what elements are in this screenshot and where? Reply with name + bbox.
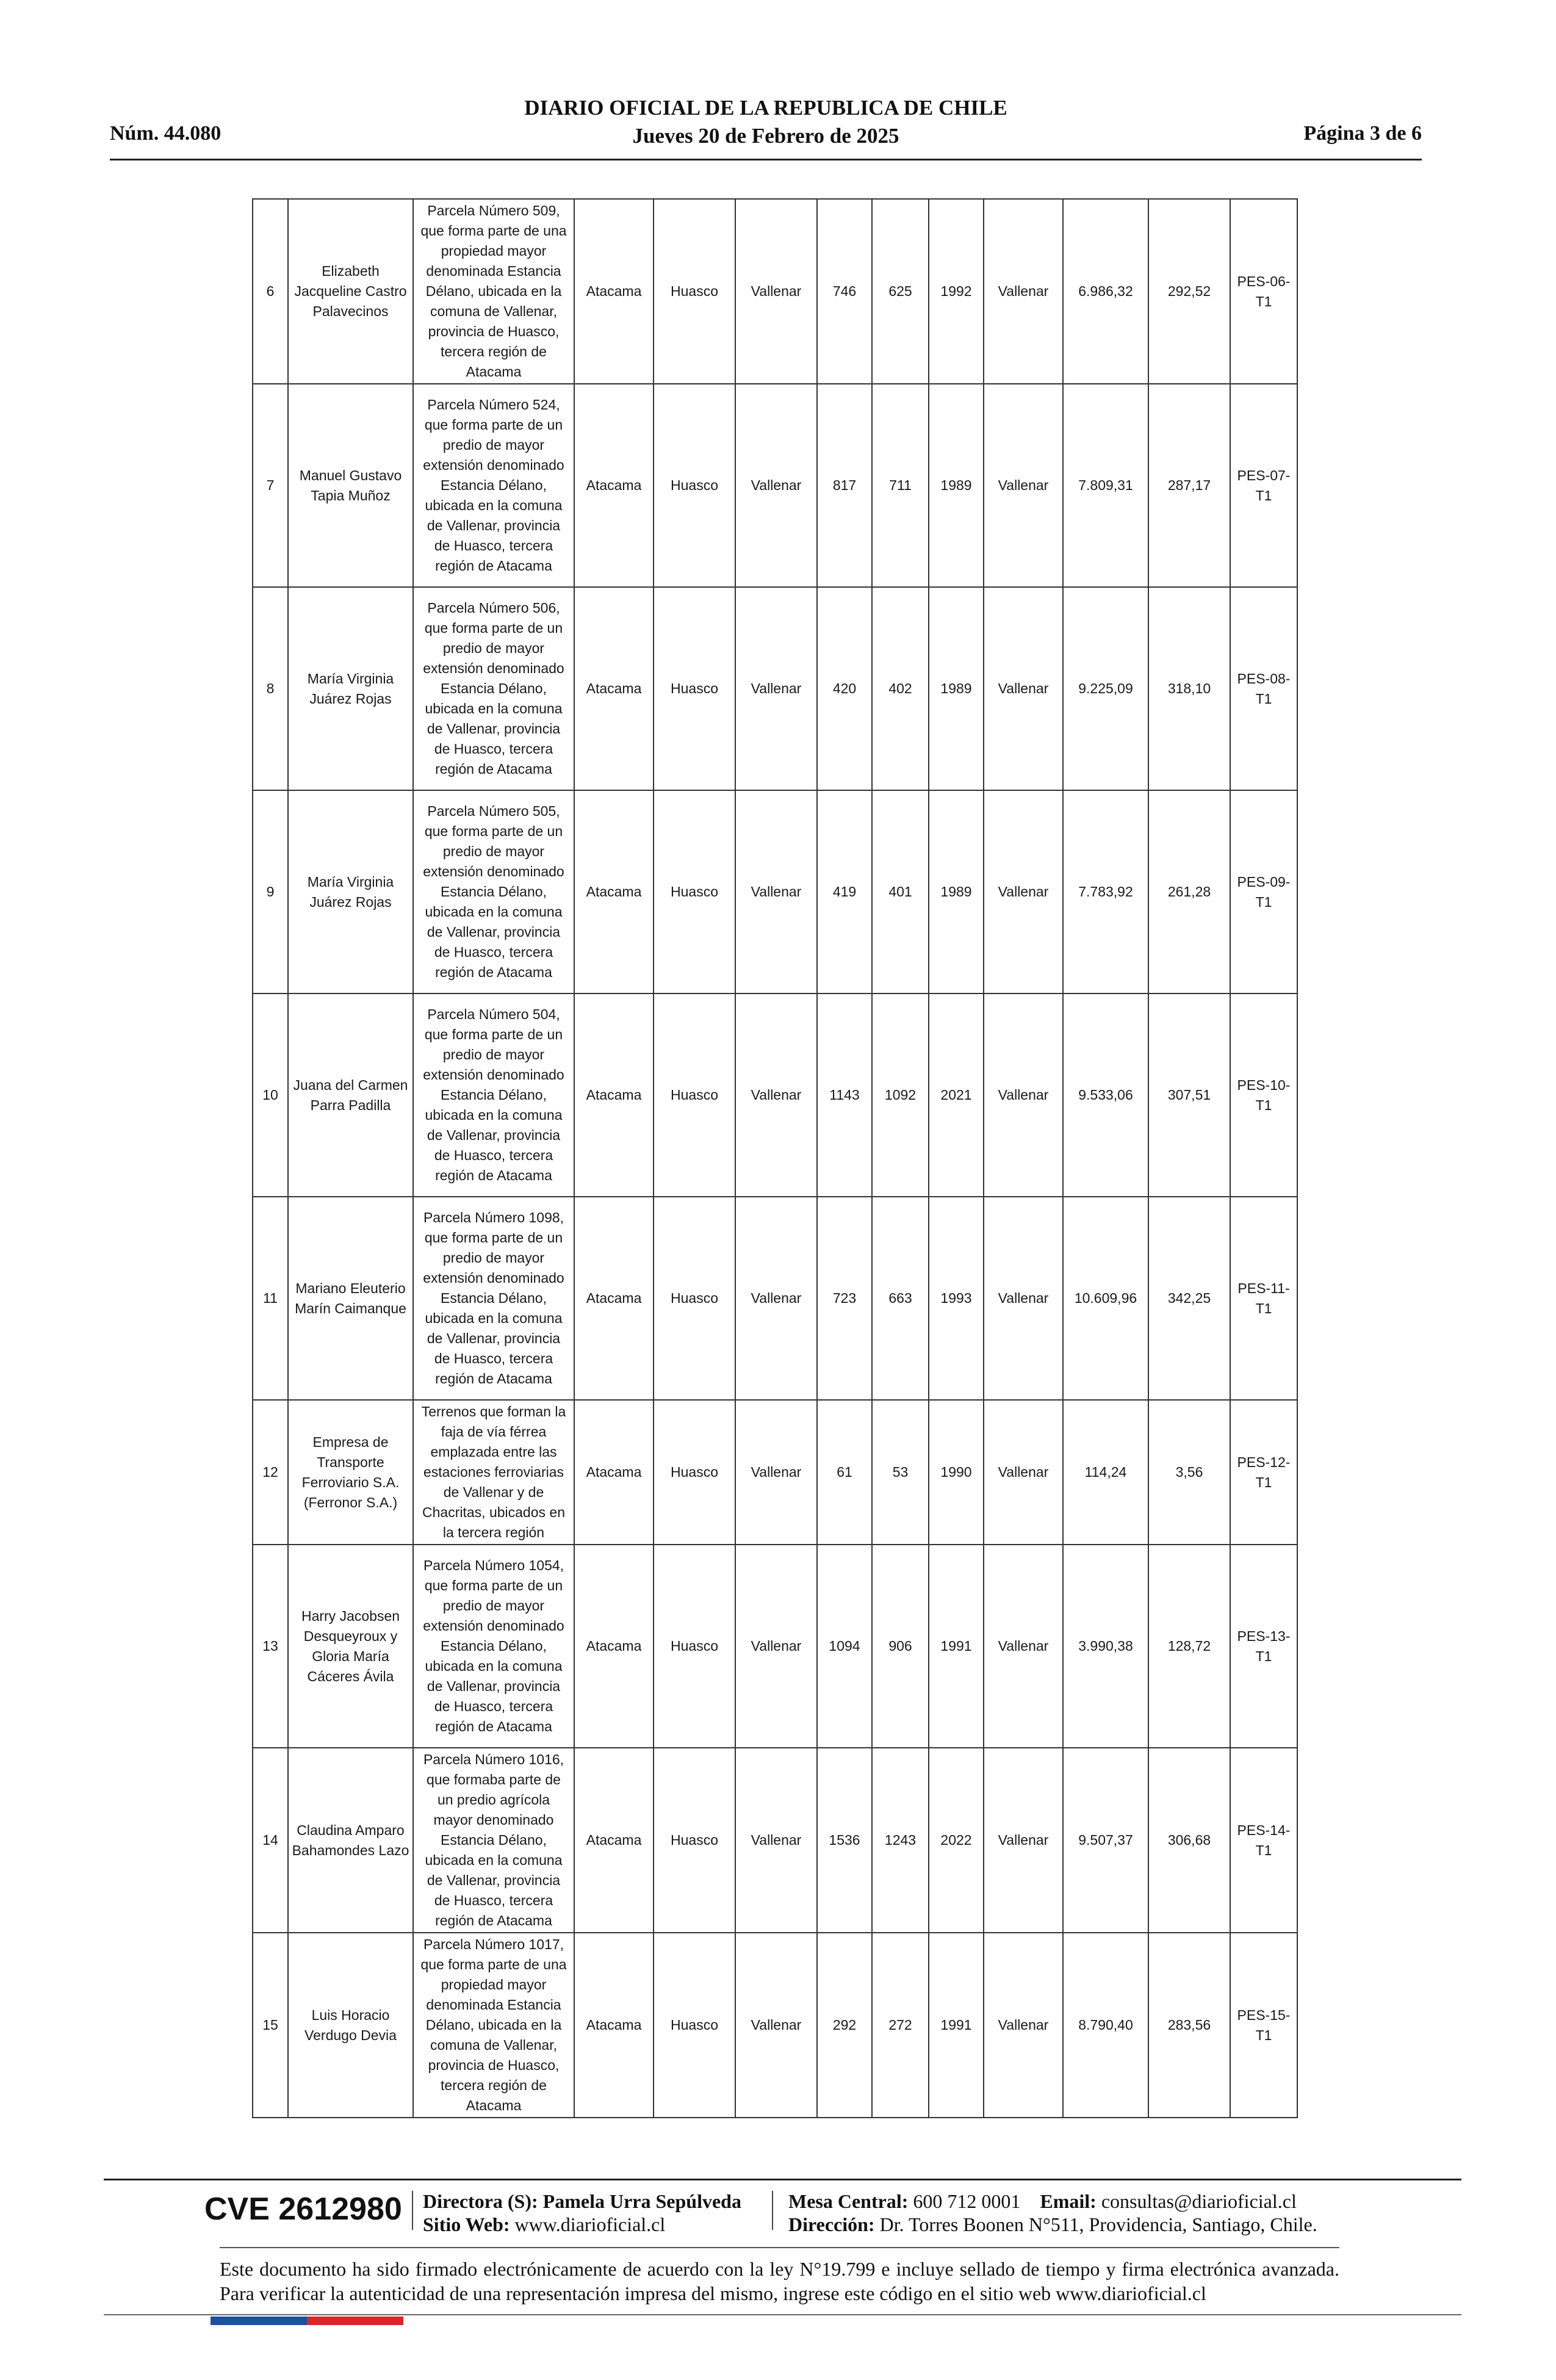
owner-cell: Juana del Carmen Parra Padilla xyxy=(288,993,413,1197)
value-cell: 3,56 xyxy=(1148,1400,1230,1545)
fojas-cell: 1143 xyxy=(817,993,872,1197)
registry-cell: Vallenar xyxy=(984,384,1063,587)
area-cell: 7.809,31 xyxy=(1063,384,1148,587)
numero-cell: 711 xyxy=(872,384,929,587)
commune-cell: Vallenar xyxy=(735,993,817,1197)
email-link[interactable]: consultas@diarioficial.cl xyxy=(1101,2190,1297,2212)
numero-cell: 1092 xyxy=(872,993,929,1197)
year-cell: 1989 xyxy=(929,384,984,587)
owner-cell: Manuel Gustavo Tapia Muñoz xyxy=(288,384,413,587)
commune-cell: Vallenar xyxy=(735,1197,817,1400)
description-cell: Parcela Número 1017, que forma parte de una propiedad mayor denominada Estancia Délano, ubicada en la comuna de Vallenar, provincia de Huasco, tercera región de Atacama xyxy=(413,1933,574,2118)
table-row xyxy=(253,1197,1297,1400)
fojas-cell: 420 xyxy=(817,587,872,790)
fojas-cell: 1536 xyxy=(817,1748,872,1933)
region-cell: Atacama xyxy=(574,790,654,993)
row-number-cell: 12 xyxy=(253,1400,288,1545)
footer-divider xyxy=(104,2314,1461,2315)
value-cell: 307,51 xyxy=(1148,993,1230,1197)
value-cell: 261,28 xyxy=(1148,790,1230,993)
footer-divider xyxy=(104,2179,1461,2180)
province-cell: Huasco xyxy=(654,1545,735,1748)
table-row xyxy=(253,1545,1297,1748)
footer-divider xyxy=(220,2247,1339,2248)
footer-contact-right xyxy=(788,2190,1317,2236)
province-cell: Huasco xyxy=(654,790,735,993)
lot-code-cell: PES-11-T1 xyxy=(1230,1197,1297,1400)
owner-cell: Luis Horacio Verdugo Devia xyxy=(288,1933,413,2118)
owner-cell: María Virginia Juárez Rojas xyxy=(288,587,413,790)
email-label: Email: xyxy=(1040,2190,1097,2212)
registry-cell: Vallenar xyxy=(984,199,1063,384)
year-cell: 1993 xyxy=(929,1197,984,1400)
masthead xyxy=(110,94,1422,150)
property-table xyxy=(252,198,1298,2118)
value-cell: 292,52 xyxy=(1148,199,1230,384)
year-cell: 1989 xyxy=(929,790,984,993)
cve-code: CVE 2612980 xyxy=(204,2191,402,2227)
director-label: Directora (S): xyxy=(423,2190,538,2212)
area-cell: 114,24 xyxy=(1063,1400,1148,1545)
row-number-cell: 14 xyxy=(253,1748,288,1933)
registry-cell: Vallenar xyxy=(984,587,1063,790)
description-cell: Parcela Número 505, que forma parte de un predio de mayor extensión denominado Estancia Délano, ubicada en la comuna de Vallenar, provincia de Huasco, tercera región de Atacama xyxy=(413,790,574,993)
footer-contact-left xyxy=(423,2190,741,2236)
owner-cell: Elizabeth Jacqueline Castro Palavecinos xyxy=(288,199,413,384)
province-cell: Huasco xyxy=(654,1400,735,1545)
web-link[interactable]: www.diarioficial.cl xyxy=(514,2213,666,2235)
phone-label: Mesa Central: xyxy=(788,2190,909,2212)
page-indicator: Página 3 de 6 xyxy=(1303,122,1422,145)
lot-code-cell: PES-06-T1 xyxy=(1230,199,1297,384)
registry-cell: Vallenar xyxy=(984,1933,1063,2118)
region-cell: Atacama xyxy=(574,1400,654,1545)
footer-separator xyxy=(772,2191,773,2230)
province-cell: Huasco xyxy=(654,1748,735,1933)
table-row xyxy=(253,993,1297,1197)
lot-code-cell: PES-15-T1 xyxy=(1230,1933,1297,2118)
row-number-cell: 13 xyxy=(253,1545,288,1748)
commune-cell: Vallenar xyxy=(735,1748,817,1933)
area-cell: 8.790,40 xyxy=(1063,1933,1148,2118)
region-cell: Atacama xyxy=(574,384,654,587)
table-row xyxy=(253,790,1297,993)
owner-cell: Claudina Amparo Bahamondes Lazo xyxy=(288,1748,413,1933)
commune-cell: Vallenar xyxy=(735,1545,817,1748)
province-cell: Huasco xyxy=(654,384,735,587)
registry-cell: Vallenar xyxy=(984,1748,1063,1933)
table-row xyxy=(253,587,1297,790)
value-cell: 306,68 xyxy=(1148,1748,1230,1933)
numero-cell: 53 xyxy=(872,1400,929,1545)
value-cell: 128,72 xyxy=(1148,1545,1230,1748)
lot-code-cell: PES-10-T1 xyxy=(1230,993,1297,1197)
owner-cell: María Virginia Juárez Rojas xyxy=(288,790,413,993)
year-cell: 1991 xyxy=(929,1933,984,2118)
commune-cell: Vallenar xyxy=(735,199,817,384)
row-number-cell: 11 xyxy=(253,1197,288,1400)
table-row xyxy=(253,199,1297,384)
fojas-cell: 723 xyxy=(817,1197,872,1400)
owner-cell: Mariano Eleuterio Marín Caimanque xyxy=(288,1197,413,1400)
province-cell: Huasco xyxy=(654,587,735,790)
commune-cell: Vallenar xyxy=(735,587,817,790)
web-label: Sitio Web: xyxy=(423,2213,510,2235)
area-cell: 10.609,96 xyxy=(1063,1197,1148,1400)
footer-separator xyxy=(412,2191,413,2230)
year-cell: 2021 xyxy=(929,993,984,1197)
lot-code-cell: PES-14-T1 xyxy=(1230,1748,1297,1933)
registry-cell: Vallenar xyxy=(984,993,1063,1197)
flag-stripe xyxy=(211,2317,403,2325)
page-header xyxy=(110,92,1422,160)
area-cell: 7.783,92 xyxy=(1063,790,1148,993)
numero-cell: 906 xyxy=(872,1545,929,1748)
value-cell: 342,25 xyxy=(1148,1197,1230,1400)
year-cell: 1991 xyxy=(929,1545,984,1748)
region-cell: Atacama xyxy=(574,1545,654,1748)
publication-title: DIARIO OFICIAL DE LA REPUBLICA DE CHILE xyxy=(524,96,1007,120)
region-cell: Atacama xyxy=(574,587,654,790)
fojas-cell: 817 xyxy=(817,384,872,587)
year-cell: 1989 xyxy=(929,587,984,790)
registry-cell: Vallenar xyxy=(984,790,1063,993)
region-cell: Atacama xyxy=(574,993,654,1197)
value-cell: 283,56 xyxy=(1148,1933,1230,2118)
year-cell: 1992 xyxy=(929,199,984,384)
description-cell: Parcela Número 524, que forma parte de un predio de mayor extensión denominado Estancia Délano, ubicada en la comuna de Vallenar, provincia de Huasco, tercera región de Atacama xyxy=(413,384,574,587)
year-cell: 2022 xyxy=(929,1748,984,1933)
table-row xyxy=(253,1400,1297,1545)
commune-cell: Vallenar xyxy=(735,1400,817,1545)
lot-code-cell: PES-09-T1 xyxy=(1230,790,1297,993)
lot-code-cell: PES-08-T1 xyxy=(1230,587,1297,790)
table-row xyxy=(253,1748,1297,1933)
description-cell: Terrenos que forman la faja de vía férrea emplazada entre las estaciones ferroviarias de Vallenar y de Chacritas, ubicados en la tercera región xyxy=(413,1400,574,1545)
address-value: Dr. Torres Boonen N°511, Providencia, Santiago, Chile. xyxy=(879,2213,1317,2235)
region-cell: Atacama xyxy=(574,1197,654,1400)
director-name: Pamela Urra Sepúlveda xyxy=(542,2190,741,2212)
numero-cell: 1243 xyxy=(872,1748,929,1933)
region-cell: Atacama xyxy=(574,1933,654,2118)
fojas-cell: 746 xyxy=(817,199,872,384)
area-cell: 9.225,09 xyxy=(1063,587,1148,790)
fojas-cell: 61 xyxy=(817,1400,872,1545)
value-cell: 287,17 xyxy=(1148,384,1230,587)
fojas-cell: 419 xyxy=(817,790,872,993)
province-cell: Huasco xyxy=(654,199,735,384)
fojas-cell: 292 xyxy=(817,1933,872,2118)
numero-cell: 272 xyxy=(872,1933,929,2118)
region-cell: Atacama xyxy=(574,1748,654,1933)
area-cell: 3.990,38 xyxy=(1063,1545,1148,1748)
phone-number: 600 712 0001 xyxy=(913,2190,1021,2212)
description-cell: Parcela Número 509, que forma parte de una propiedad mayor denominada Estancia Délano, ubicada en la comuna de Vallenar, provincia de Huasco, tercera región de Atacama xyxy=(413,199,574,384)
description-cell: Parcela Número 1098, que forma parte de un predio de mayor extensión denominado Estancia Délano, ubicada en la comuna de Vallenar, provincia de Huasco, tercera región de Atacama xyxy=(413,1197,574,1400)
commune-cell: Vallenar xyxy=(735,384,817,587)
description-cell: Parcela Número 506, que forma parte de un predio de mayor extensión denominado Estancia Délano, ubicada en la comuna de Vallenar, provincia de Huasco, tercera región de Atacama xyxy=(413,587,574,790)
publication-date: Jueves 20 de Febrero de 2025 xyxy=(632,124,899,148)
row-number-cell: 7 xyxy=(253,384,288,587)
address-label: Dirección: xyxy=(788,2213,875,2235)
numero-cell: 625 xyxy=(872,199,929,384)
numero-cell: 402 xyxy=(872,587,929,790)
description-cell: Parcela Número 1016, que formaba parte de un predio agrícola mayor denominado Estancia Délano, ubicada en la comuna de Vallenar, provincia de Huasco, tercera región de Atacama xyxy=(413,1748,574,1933)
province-cell: Huasco xyxy=(654,1197,735,1400)
province-cell: Huasco xyxy=(654,993,735,1197)
lot-code-cell: PES-13-T1 xyxy=(1230,1545,1297,1748)
value-cell: 318,10 xyxy=(1148,587,1230,790)
area-cell: 9.533,06 xyxy=(1063,993,1148,1197)
row-number-cell: 9 xyxy=(253,790,288,993)
registry-cell: Vallenar xyxy=(984,1197,1063,1400)
signature-note: Este documento ha sido firmado electrónicamente de acuerdo con la ley N°19.799 e incluye sellado de tiempo y firma electrónica avanzada. Para verificar la autenticidad de una representación impresa del mismo, ingrese este código en el sitio web www.diarioficial.cl xyxy=(220,2258,1339,2304)
description-cell: Parcela Número 1054, que forma parte de un predio de mayor extensión denominado Estancia Délano, ubicada en la comuna de Vallenar, provincia de Huasco, tercera región de Atacama xyxy=(413,1545,574,1748)
row-number-cell: 6 xyxy=(253,199,288,384)
issue-number: Núm. 44.080 xyxy=(110,122,222,145)
region-cell: Atacama xyxy=(574,199,654,384)
expropriation-table xyxy=(252,198,1297,2118)
registry-cell: Vallenar xyxy=(984,1545,1063,1748)
commune-cell: Vallenar xyxy=(735,1933,817,2118)
registry-cell: Vallenar xyxy=(984,1400,1063,1545)
row-number-cell: 8 xyxy=(253,587,288,790)
owner-cell: Empresa de Transporte Ferroviario S.A. (Ferronor S.A.) xyxy=(288,1400,413,1545)
owner-cell: Harry Jacobsen Desqueyroux y Gloria María Cáceres Ávila xyxy=(288,1545,413,1748)
description-cell: Parcela Número 504, que forma parte de un predio de mayor extensión denominado Estancia Délano, ubicada en la comuna de Vallenar, provincia de Huasco, tercera región de Atacama xyxy=(413,993,574,1197)
numero-cell: 663 xyxy=(872,1197,929,1400)
numero-cell: 401 xyxy=(872,790,929,993)
year-cell: 1990 xyxy=(929,1400,984,1545)
row-number-cell: 10 xyxy=(253,993,288,1197)
row-number-cell: 15 xyxy=(253,1933,288,2118)
lot-code-cell: PES-12-T1 xyxy=(1230,1400,1297,1545)
commune-cell: Vallenar xyxy=(735,790,817,993)
area-cell: 6.986,32 xyxy=(1063,199,1148,384)
area-cell: 9.507,37 xyxy=(1063,1748,1148,1933)
lot-code-cell: PES-07-T1 xyxy=(1230,384,1297,587)
province-cell: Huasco xyxy=(654,1933,735,2118)
fojas-cell: 1094 xyxy=(817,1545,872,1748)
table-row xyxy=(253,1933,1297,2118)
table-row xyxy=(253,384,1297,587)
